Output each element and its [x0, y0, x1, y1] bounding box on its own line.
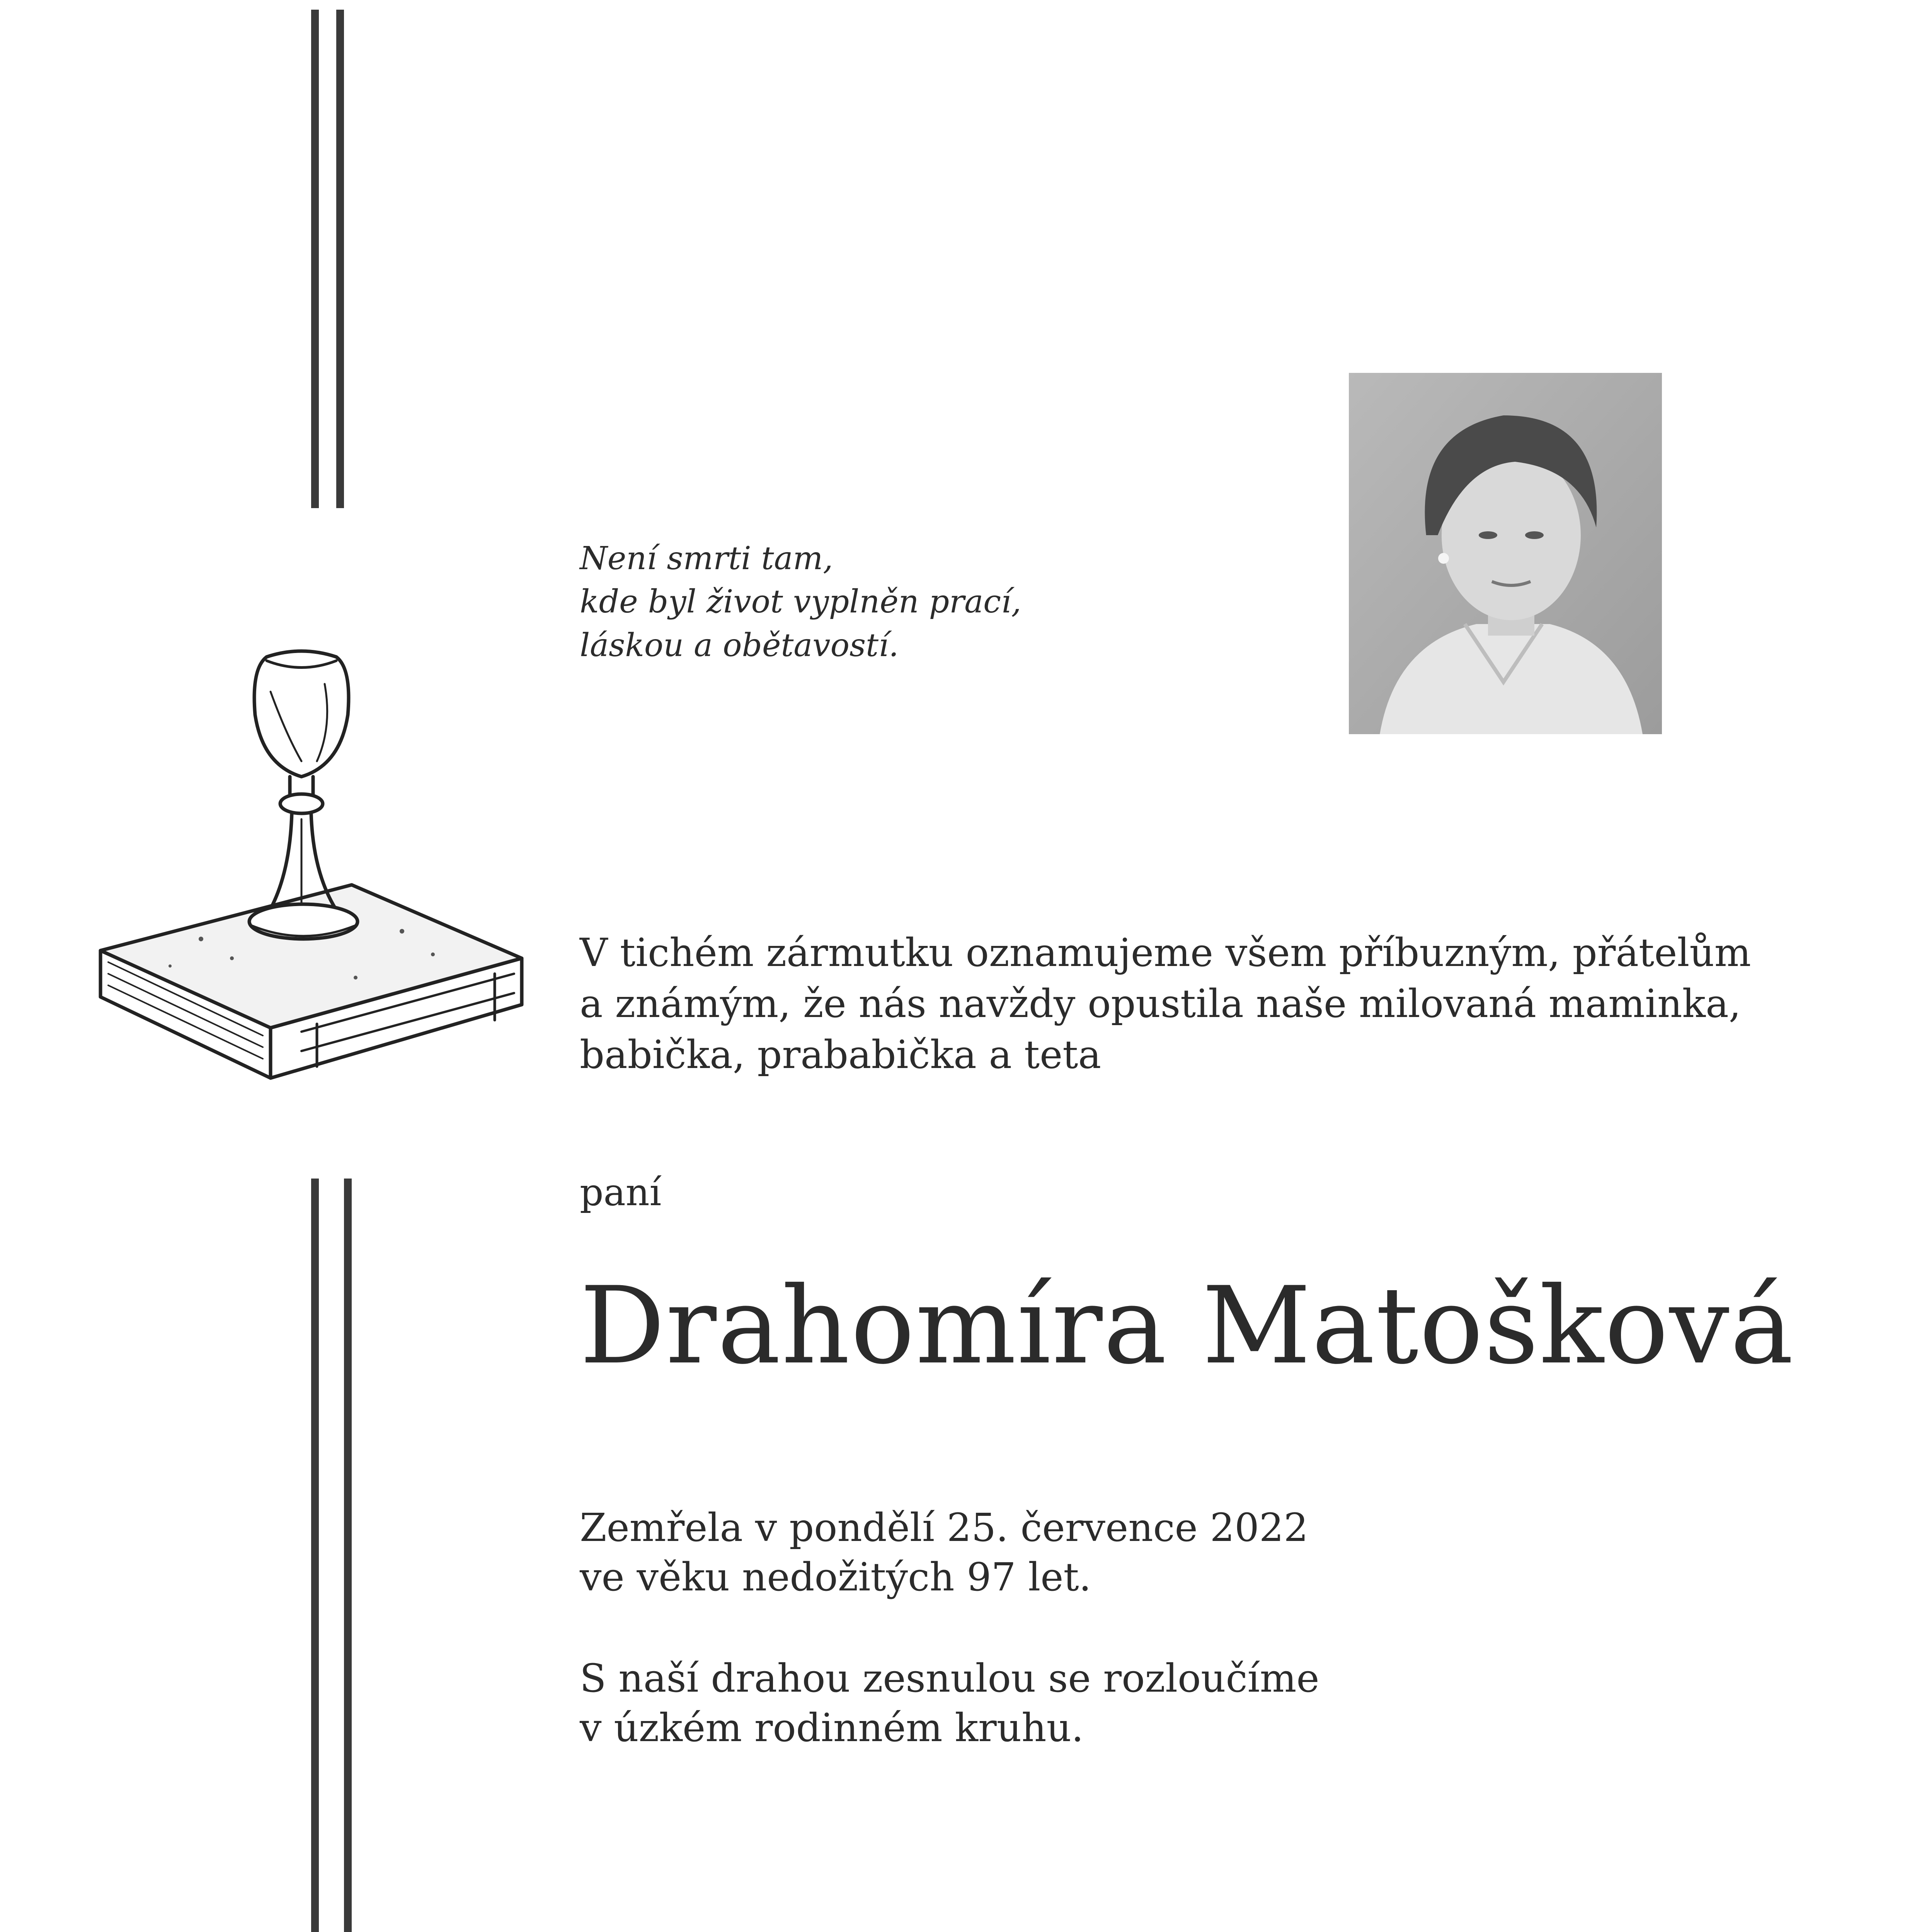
chalice-on-book-illustration [85, 638, 529, 1117]
motto-line-3: láskou a obětavostí. [580, 627, 899, 664]
death-line-2: ve věku nedožitých 97 let. [580, 1554, 1091, 1600]
top-left-rule-1 [311, 10, 319, 508]
bottom-left-rule-2 [344, 1179, 352, 1932]
portrait-photo [1349, 373, 1662, 734]
announcement-line-2: a známým, že nás navždy opustila naše milovaná maminka, [580, 981, 1741, 1026]
motto-line-1: Není smrti tam, [580, 540, 833, 577]
deceased-name: Drahomíra Matošková [580, 1264, 1794, 1388]
announcement-line-3: babička, prababička a teta [580, 1032, 1102, 1077]
honorific-title: paní [580, 1171, 662, 1214]
motto-line-2: kde byl život vyplněn prací, [580, 583, 1021, 621]
death-line-1: Zemřela v pondělí 25. července 2022 [580, 1505, 1309, 1550]
death-notice [580, 1503, 1308, 1602]
announcement [580, 927, 1751, 1080]
top-left-rule-2 [336, 10, 344, 508]
farewell-line-2: v úzkém rodinném kruhu. [580, 1705, 1084, 1750]
farewell-notice [580, 1654, 1319, 1753]
motto [580, 537, 1021, 667]
farewell-line-1: S naší drahou zesnulou se rozloučíme [580, 1656, 1319, 1701]
bottom-left-rule-1 [311, 1179, 319, 1932]
announcement-line-1: V tichém zármutku oznamujeme všem příbuzným, přátelům [580, 930, 1751, 975]
